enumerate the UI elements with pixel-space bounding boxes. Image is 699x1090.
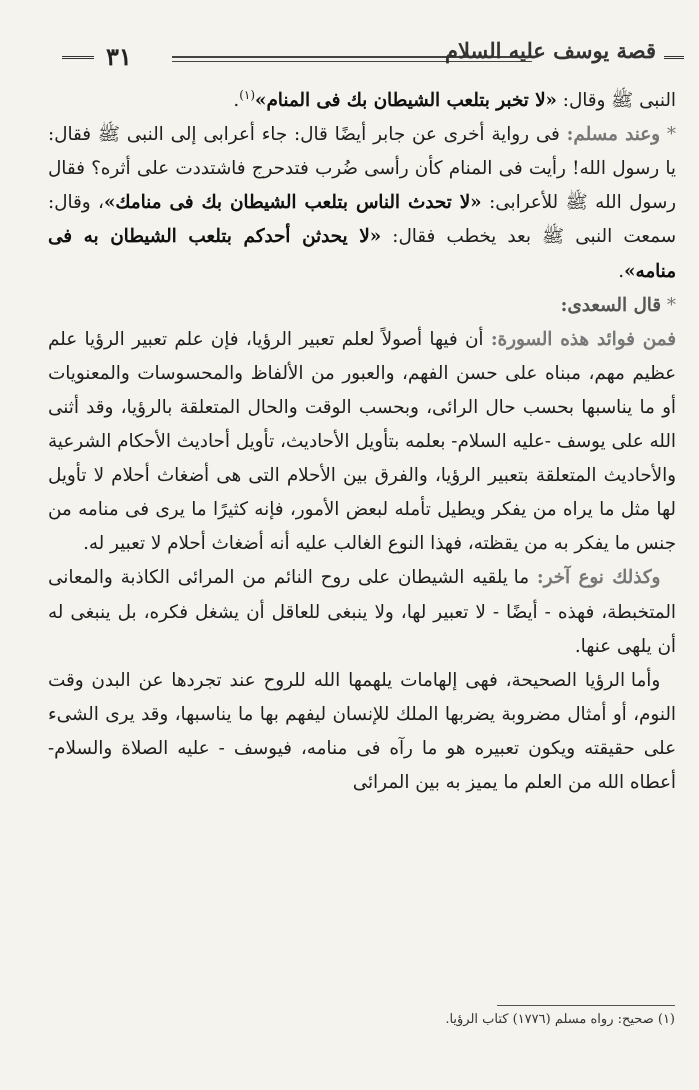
hadith-quote-3: «لا يحدثن أحدكم بتلعب الشيطان به فى منامه» xyxy=(48,226,676,282)
section-heading xyxy=(48,289,676,323)
paragraph-2 xyxy=(48,118,676,288)
paragraph-5 xyxy=(48,664,676,800)
paragraph-1-end: . xyxy=(233,90,240,112)
heading-text: قال السعدى: xyxy=(560,294,662,316)
paragraph-4 xyxy=(48,561,676,663)
paragraph-2-lead: وعند مسلم: xyxy=(566,124,661,146)
footnote-rule xyxy=(497,1005,675,1006)
body-text xyxy=(48,78,676,800)
paragraph-2-text-2: ، وقال: سمعت النبى ﷺ بعد يخطب فقال: xyxy=(48,192,676,248)
paragraph-4-lead: وكذلك نوع آخر: xyxy=(536,567,661,589)
hadith-quote-1: «لا تخبر بتلعب الشيطان بك فى المنام» xyxy=(255,90,557,112)
paragraph-3-text: أن فيها أصولاً لعلم تعبير الرؤيا، فإن علم تعبير الرؤيا علم عظيم مهم، مبناه على حسن الفهم، والعبور من الألفاظ والمحسوسات والمعنويات أو ما يناسبها بحسب حال الرائى، وبحسب الوقت والحال المتعلقة بالرؤيا، وقد أثنى الله على يوسف -عليه السلام- بعلمه بتأويل الأحاديث، تأويل أحاديث الأحكام الشرعية والأحاديث المتعلقة بتعبير الرؤيا، والفرق بين الأحلام التى هى أضغاث أحلام لا تأويل لها مثل ما يراه من يفكر ويطيل تأمله لبعض الأمور، فإنه كثيرًا ما يرى فى منامه من جنس ما يفكر به من يقظته، فهذا النوع الغالب عليه أنه أضغاث أحلام لا تعبير له. xyxy=(48,328,676,555)
paragraph-2-end: . xyxy=(618,260,625,282)
paragraph-4-text: ما يلقيه الشيطان على روح النائم من المرائى الكاذبة والمعانى المتخبطة، فهذه - أيضًا - لا تعبير لها، ولا ينبغى للعاقل أن يشغل فكره، بل ينبغى له أن يلهى عنها. xyxy=(48,567,676,657)
hadith-quote-2: «لا تحدث الناس بتلعب الشيطان بك فى منامك» xyxy=(103,192,482,214)
page-number: ٣١ xyxy=(106,42,132,71)
star-marker: * xyxy=(666,124,677,146)
paragraph-1 xyxy=(48,78,676,118)
footnote-ref: (١) xyxy=(239,88,256,102)
footnote: (١) صحيح: رواه مسلم (١٧٧٦) كتاب الرؤيا. xyxy=(445,1012,675,1027)
star-marker: * xyxy=(666,294,676,316)
page-header xyxy=(62,38,684,78)
paragraph-1-text: النبى ﷺ وقال: xyxy=(562,90,676,112)
paragraph-2-text-1: فى رواية أخرى عن جابر أيضًا قال: جاء أعرابى إلى النبى ﷺ فقال: يا رسول الله! رأيت فى المنام كأن رأسى ضُرب فتدحرج فاشتددت على أثره؟ فقال رسول الله ﷺ للأعرابى: xyxy=(48,124,676,214)
paragraph-5-text: وأما الرؤيا الصحيحة، فهى إلهامات يلهمها الله للروح عند تجردها عن البدن وقت النوم، أو أمثال مضروبة يضربها الملك للإنسان ليفهم بها ما يناسبها، وقد يرى الشىء على حقيقته ويكون تعبيره هو ما رآه فى منامه، فيوسف - عليه الصلاة والسلام- أعطاه الله من العلم ما يميز به بين المرائى xyxy=(48,669,676,793)
header-rule-left xyxy=(62,56,94,63)
paragraph-3 xyxy=(48,323,676,562)
paragraph-3-lead: فمن فوائد هذه السورة: xyxy=(490,328,676,350)
header-rule-right xyxy=(664,56,684,63)
book-title: قصة يوسف عليه السلام xyxy=(444,38,656,63)
